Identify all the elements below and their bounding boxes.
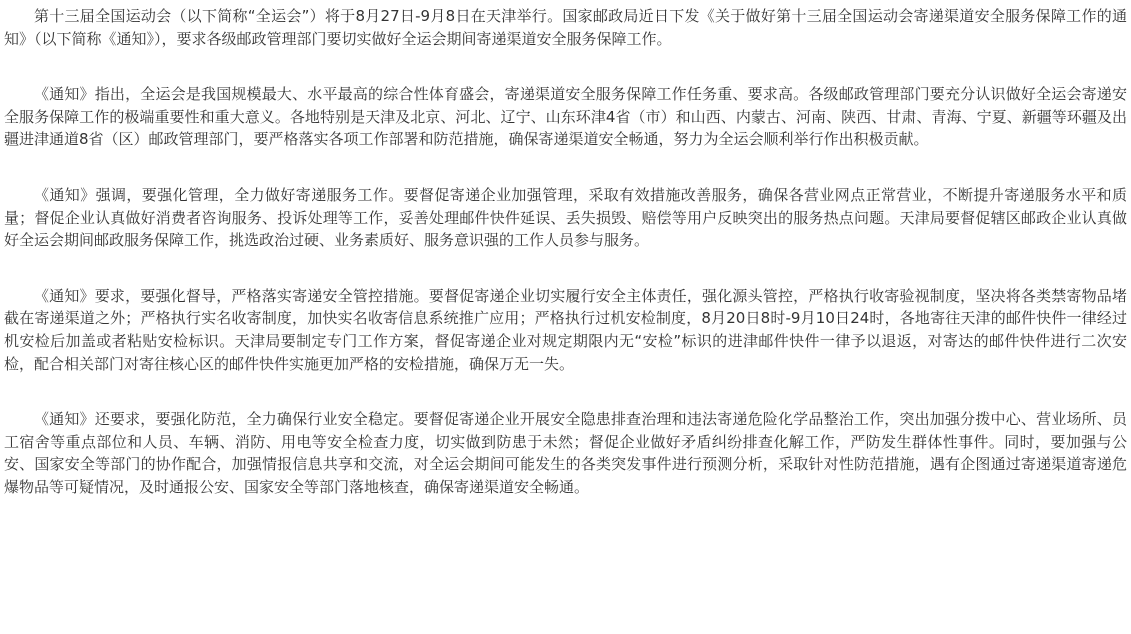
- paragraph-notice-emphasizes: 《通知》强调，要强化管理，全力做好寄递服务工作。要督促寄递企业加强管理，采取有效措施改善服务，确保各营业网点正常营业，不断提升寄递服务水平和质量；督促企业认真做好消费者咨询服务、投诉处理等工作，妥善处理邮件快件延误、丢失损毁、赔偿等用户反映突出的服务热点问题。天津局要督促辖区邮政企业认真做好全运会期间邮政服务保障工作，挑选政治过硬、业务素质好、服务意识强的工作人员参与服务。: [4, 185, 1127, 250]
- paragraph-gap: [4, 252, 1127, 285]
- paragraph-notice-also-requires: 《通知》还要求，要强化防范，全力确保行业安全稳定。要督促寄递企业开展安全隐患排查治理和违法寄递危险化学品整治工作，突出加强分拨中心、营业场所、员工宿舍等重点部位和人员、车辆、消防、用电等安全检查力度，切实做到防患于未然；督促企业做好矛盾纠纷排查化解工作，严防发生群体性事件。同时，要加强与公安、国家安全等部门的协作配合，加强情报信息共享和交流，对全运会期间可能发生的各类突发事件进行预测分析，采取针对性防范措施，遇有企图通过寄递渠道寄递危爆物品等可疑情况，及时通报公安、国家安全等部门落地核查，确保寄递渠道安全畅通。: [4, 410, 1127, 496]
- paragraph-notice-points-out: 《通知》指出，全运会是我国规模最大、水平最高的综合性体育盛会，寄递渠道安全服务保障工作任务重、要求高。各级邮政管理部门要充分认识做好全运会寄递安全服务保障工作的极端重要性和重大意义。各地特别是天津及北京、河北、辽宁、山东环津4省（市）和山西、内蒙古、河南、陕西、甘肃、青海、宁夏、新疆等环疆及出疆进津通道8省（区）邮政管理部门，要严格落实各项工作部署和防范措施，确保寄递渠道安全畅通，努力为全运会顺利举行作出积极贡献。: [4, 85, 1127, 149]
- paragraph-gap: [4, 50, 1127, 83]
- paragraph-gap: [4, 375, 1127, 408]
- paragraph-gap: [4, 151, 1127, 184]
- paragraph-notice-requires: 《通知》要求，要强化督导，严格落实寄递安全管控措施。要督促寄递企业切实履行安全主体责任，强化源头管控，严格执行收寄验视制度，坚决将各类禁寄物品堵截在寄递渠道之外；严格执行实名收寄制度，加快实名收寄信息系统推广应用；严格执行过机安检制度，8月20日8时-9月10日24时，各地寄往天津的邮件快件一律经过机安检后加盖或者粘贴安检标识。天津局要制定专门工作方案，督促寄递企业对规定期限内无“安检”标识的进津邮件快件一律予以退返，对寄达的邮件快件进行二次安检，配合相关部门对寄往核心区的邮件快件实施更加严格的安检措施，确保万无一失。: [4, 286, 1127, 373]
- paragraph-intro: 第十三届全国运动会（以下简称“全运会”）将于8月27日-9月8日在天津举行。国家邮政局近日下发《关于做好第十三届全国运动会寄递渠道安全服务保障工作的通知》（以下简称《通知》），要求各级邮政管理部门要切实做好全运会期间寄递渠道安全服务保障工作。: [4, 7, 1127, 48]
